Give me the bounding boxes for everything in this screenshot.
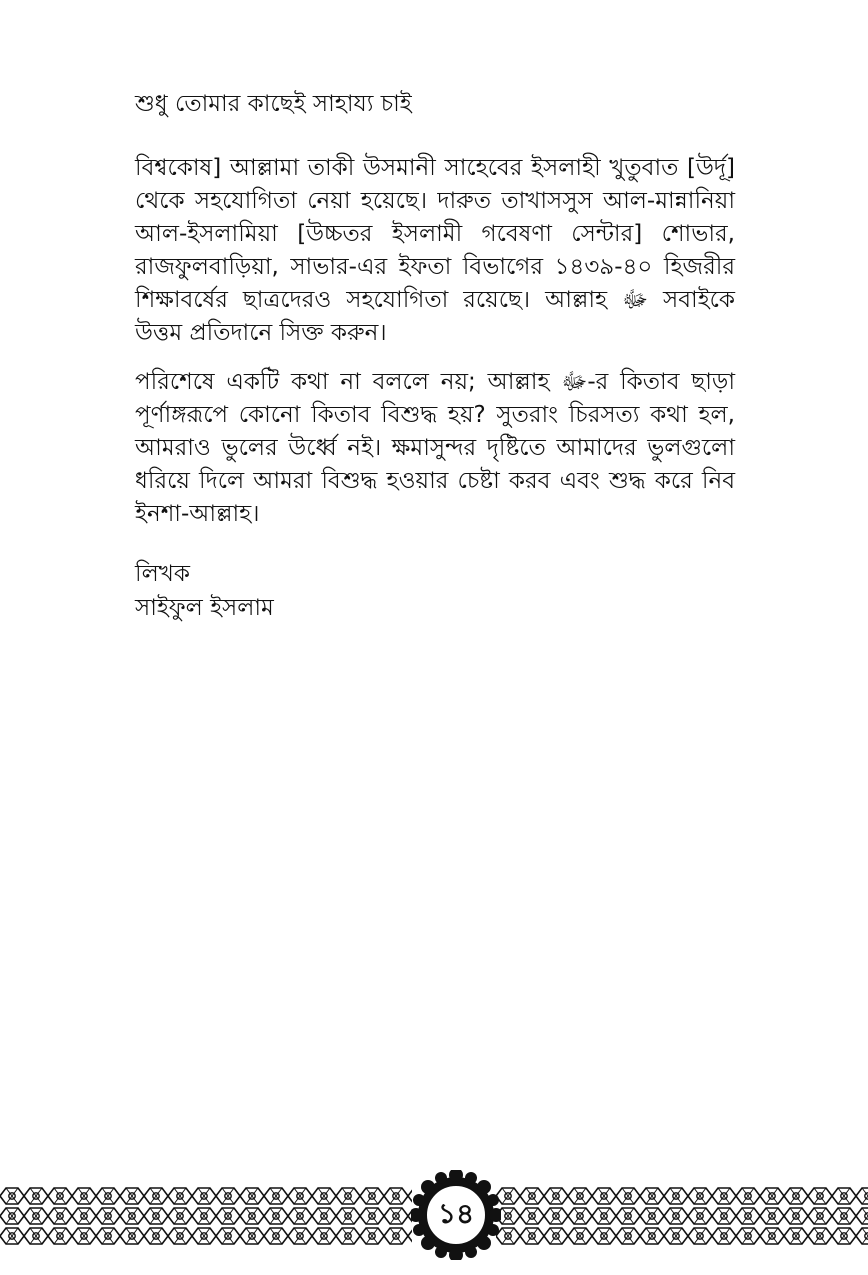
paragraph-acknowledgement: বিশ্বকোষ] আল্লামা তাকী উসমানী সাহেবের ইসলাহী খুতুবাত [উর্দূ] থেকে সহযোগিতা নেয়া হয়েছে। দারুত তাখাসসুস আল-মান্নানিয়া আল-ইসলামিয়া [উচ্চতর ইসলামী গবেষণা সেন্টার] শোভার, রাজফুলবাড়িয়া, সাভার-এর ইফতা বিভাগের ১৪৩৯-৪০ হিজরীর শিক্ষাবর্ষের ছাত্রদেরও সহযোগিতা রয়েছে। আল্লাহ ﷻ সবাইকে উত্তম প্রতিদানে সিক্ত করুন। (135, 155, 736, 346)
geometric-border-icon (0, 1186, 412, 1246)
author-label: লিখক (135, 561, 190, 587)
running-title: শুধু তোমার কাছেই সাহায্য চাই (135, 91, 412, 117)
page-number: ১৪ (437, 1196, 475, 1230)
geometric-border-icon (496, 1186, 868, 1246)
paragraph-closing: পরিশেষে একটি কথা না বললে নয়; আল্লাহ ﷻ-র কিতাব ছাড়া পূর্ণাঙ্গরূপে কোনো কিতাব বিশুদ্ধ হয়? সুতরাং চিরসত্য কথা হল, আমরাও ভুলের উর্ধ্বে নই। ক্ষমাসুন্দর দৃষ্টিতে আমাদের ভুলগুলো ধরিয়ে দিলে আমরা বিশুদ্ধ হওয়ার চেষ্টা করব এবং শুদ্ধ করে নিব ইনশা-আল্লাহ। (135, 369, 736, 527)
author-name: সাইফুল ইসলাম (135, 595, 274, 621)
